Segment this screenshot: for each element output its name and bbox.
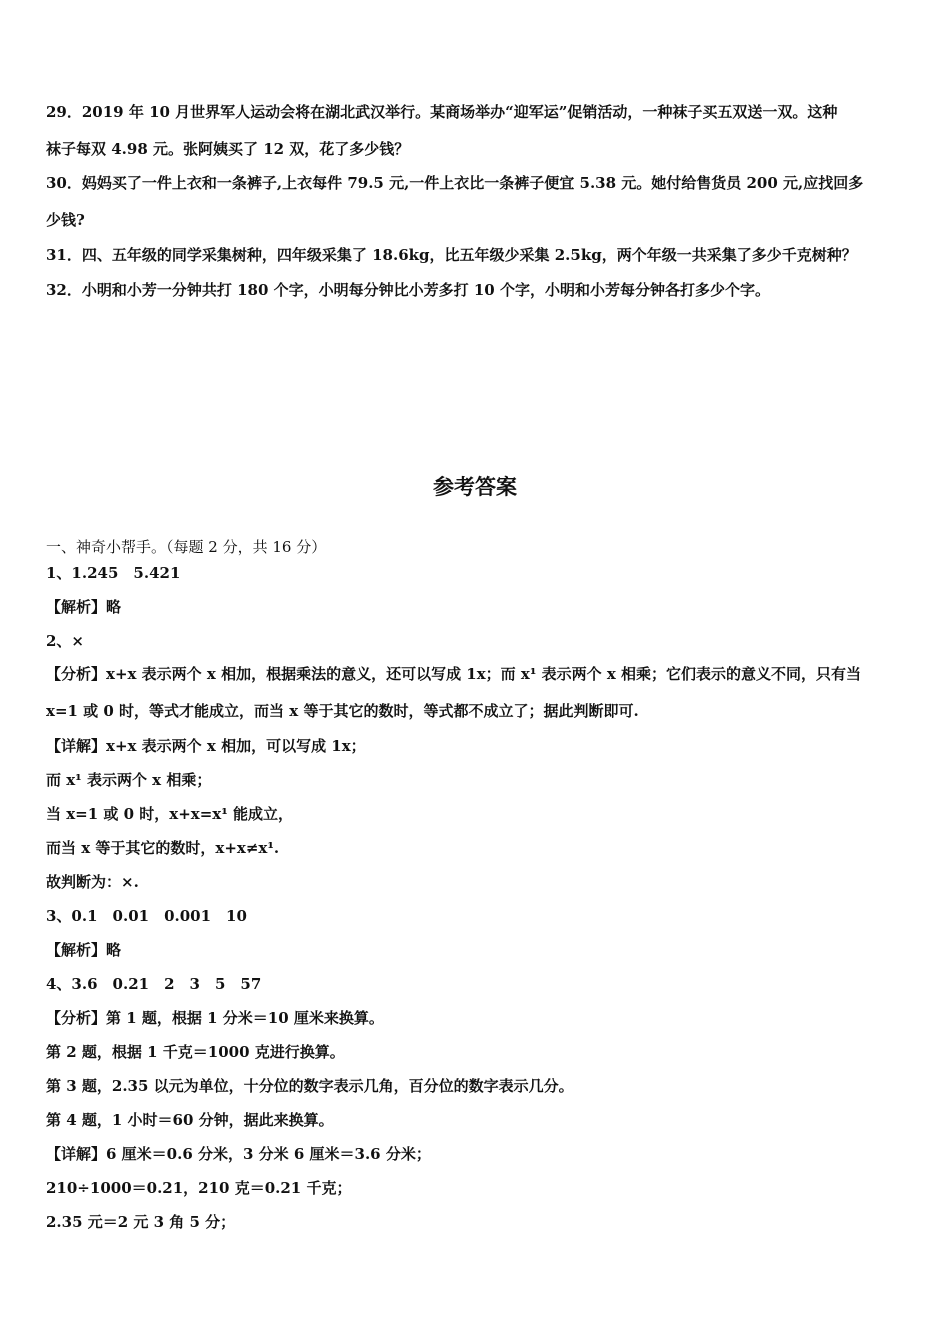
answer-line: 【分析】x+x 表示两个 x 相加，根据乘法的意义，还可以写成 1x；而 x¹ 表示两个 x 相乘；它们表示的意义不同，只有当 [46, 665, 862, 683]
question-32: 32．小明和小芳一分钟共打 180 个字，小明每分钟比小芳多打 10 个字，小明和小芳每分钟各打多少个字。 [46, 281, 770, 299]
answer-line: 2.35 元＝2 元 3 角 5 分； [46, 1213, 236, 1231]
answer-line: 2、× [46, 632, 85, 650]
answer-line: x=1 或 0 时，等式才能成立，而当 x 等于其它的数时，等式都不成立了；据此判断即可. [46, 702, 639, 720]
answer-line: 【分析】第 1 题，根据 1 分米＝10 厘米来换算。 [46, 1009, 384, 1027]
answer-line: 【详解】6 厘米＝0.6 分米，3 分米 6 厘米＝3.6 分米； [46, 1145, 431, 1163]
answer-line: 【解析】略 [46, 598, 122, 616]
question-30-line-1: 30．妈妈买了一件上衣和一条裤子,上衣每件 79.5 元,一件上衣比一条裤子便宜 5.38 元。她付给售货员 200 元,应找回多 [46, 174, 864, 192]
answer-title: 参考答案 [433, 475, 517, 499]
answer-line: 当 x=1 或 0 时，x+x=x¹ 能成立， [46, 805, 294, 823]
question-29-line-1: 29．2019 年 10 月世界军人运动会将在湖北武汉举行。某商场举办“迎军运”促销活动，一种袜子买五双送一双。这种 [46, 103, 838, 121]
answer-line: 第 4 题，1 小时＝60 分钟，据此来换算。 [46, 1111, 334, 1129]
answer-line: 而当 x 等于其它的数时，x+x≠x¹. [46, 839, 280, 857]
answer-line: 1、1.245 5.421 [46, 564, 181, 582]
answer-line: 第 3 题，2.35 以元为单位，十分位的数字表示几角，百分位的数字表示几分。 [46, 1077, 574, 1095]
answer-line: 故判断为：×. [46, 873, 139, 891]
answer-section-heading: 一、神奇小帮手。（每题 2 分，共 16 分） [46, 538, 327, 556]
question-30-line-2: 少钱? [46, 211, 85, 229]
question-29-line-2: 袜子每双 4.98 元。张阿姨买了 12 双，花了多少钱？ [46, 140, 410, 158]
answer-line: 而 x¹ 表示两个 x 相乘； [46, 771, 212, 789]
answer-line: 3、0.1 0.01 0.001 10 [46, 907, 247, 925]
answer-line: 第 2 题，根据 1 千克＝1000 克进行换算。 [46, 1043, 345, 1061]
answer-line: 4、3.6 0.21 2 3 5 57 [46, 975, 262, 993]
answer-line: 210÷1000＝0.21，210 克＝0.21 千克； [46, 1179, 352, 1197]
answer-line: 【解析】略 [46, 941, 122, 959]
question-31: 31．四、五年级的同学采集树种，四年级采集了 18.6kg，比五年级少采集 2.5kg，两个年级一共采集了多少千克树种？ [46, 246, 857, 264]
answer-line: 【详解】x+x 表示两个 x 相加，可以写成 1x； [46, 737, 366, 755]
